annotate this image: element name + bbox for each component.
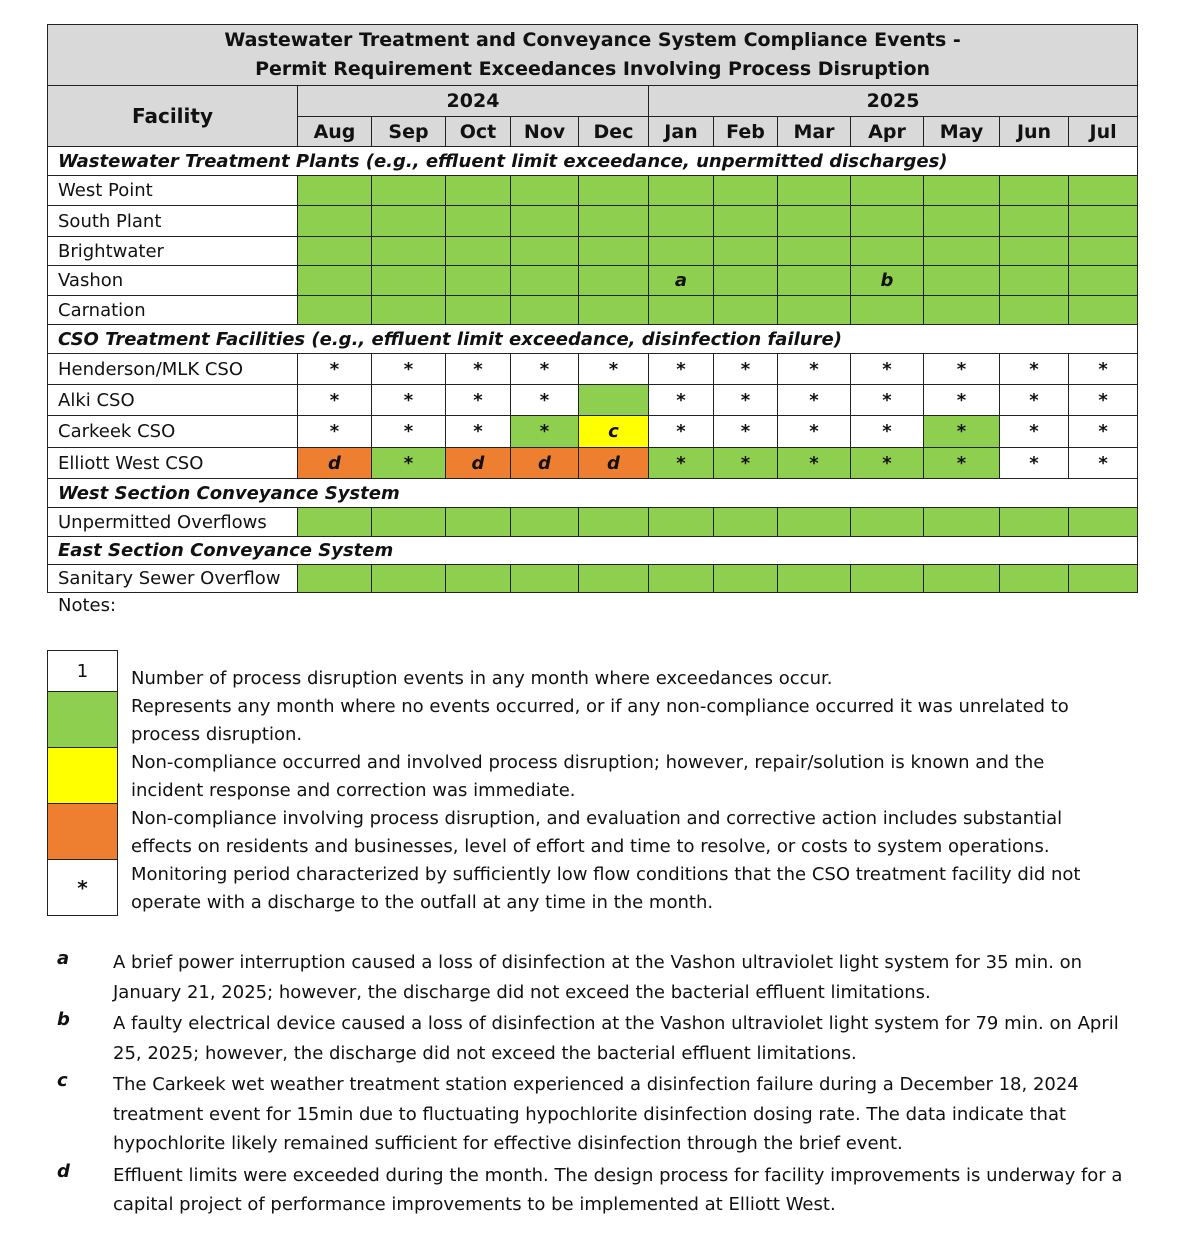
status-cell xyxy=(579,237,649,266)
month-header-apr: Apr xyxy=(851,117,924,147)
facility-name: West Point xyxy=(48,176,298,206)
status-cell xyxy=(579,448,649,479)
status-cell xyxy=(446,565,511,593)
facility-name: Brightwater xyxy=(48,237,298,266)
status-cell xyxy=(778,448,851,479)
status-cell xyxy=(851,296,924,325)
footnote-text: A faulty electrical device caused a loss of disinfection at the Vashon ultraviolet light system for 79 min. on April 25, 2025; however, the discharge did not exceed the bacterial effluent limitations. xyxy=(113,1013,1119,1064)
status-cell xyxy=(851,354,924,385)
status-cell xyxy=(1069,354,1138,385)
no-discharge-marker: * xyxy=(809,452,819,474)
status-cell xyxy=(298,206,372,237)
status-cell xyxy=(649,206,714,237)
year-header-2024: 2024 xyxy=(298,86,649,117)
facility-name: South Plant xyxy=(48,206,298,237)
status-cell xyxy=(649,354,714,385)
status-cell xyxy=(778,565,851,593)
status-cell xyxy=(372,176,446,206)
status-cell xyxy=(649,416,714,448)
facility-name: Unpermitted Overflows xyxy=(48,508,298,537)
status-cell xyxy=(511,206,579,237)
table-row xyxy=(48,354,1138,385)
footnote-marker: d xyxy=(328,452,341,474)
status-cell xyxy=(511,237,579,266)
table-row xyxy=(48,266,1138,296)
status-cell xyxy=(579,266,649,296)
status-cell xyxy=(1069,206,1138,237)
status-cell xyxy=(649,508,714,537)
status-cell xyxy=(1069,296,1138,325)
status-cell xyxy=(924,237,1000,266)
month-header-mar: Mar xyxy=(778,117,851,147)
no-discharge-marker: * xyxy=(1098,358,1108,380)
status-cell xyxy=(1000,296,1069,325)
footnote xyxy=(57,1161,1127,1220)
status-cell xyxy=(649,565,714,593)
no-discharge-marker: * xyxy=(1029,421,1039,442)
table-title-line2: Permit Requirement Exceedances Involving Process Disruption xyxy=(255,58,931,80)
status-cell xyxy=(714,385,778,416)
no-discharge-marker: * xyxy=(956,358,967,380)
no-discharge-marker: * xyxy=(329,358,340,380)
status-cell xyxy=(924,448,1000,479)
no-discharge-marker: * xyxy=(539,421,550,442)
status-cell xyxy=(446,266,511,296)
status-cell xyxy=(851,266,924,296)
legend-swatch-label: * xyxy=(77,876,88,900)
facility-name: Henderson/MLK CSO xyxy=(48,354,298,385)
status-cell xyxy=(446,416,511,448)
status-cell xyxy=(1000,448,1069,479)
status-cell xyxy=(446,508,511,537)
status-cell xyxy=(778,237,851,266)
status-cell xyxy=(1000,565,1069,593)
no-discharge-marker: * xyxy=(956,389,967,411)
status-cell xyxy=(714,565,778,593)
footnote-marker: d xyxy=(538,452,551,474)
status-cell xyxy=(714,448,778,479)
status-cell xyxy=(579,565,649,593)
status-cell xyxy=(1000,354,1069,385)
no-discharge-marker: * xyxy=(809,389,819,411)
no-discharge-marker: * xyxy=(403,421,414,442)
table-row xyxy=(48,385,1138,416)
legend-swatch xyxy=(47,804,118,860)
no-discharge-marker: * xyxy=(740,389,751,411)
footnote xyxy=(57,948,1127,1007)
status-cell xyxy=(446,206,511,237)
status-cell xyxy=(924,296,1000,325)
no-discharge-marker: * xyxy=(329,389,340,411)
no-discharge-marker: * xyxy=(403,389,414,411)
status-cell xyxy=(372,354,446,385)
status-cell xyxy=(778,508,851,537)
facility-name: Elliott West CSO xyxy=(48,448,298,479)
status-cell xyxy=(714,237,778,266)
status-cell xyxy=(1000,237,1069,266)
month-header-jan: Jan xyxy=(649,117,714,147)
footnote-key: d xyxy=(57,1160,70,1182)
facility-name: Carkeek CSO xyxy=(48,416,298,448)
status-cell xyxy=(511,354,579,385)
status-cell xyxy=(714,176,778,206)
footnote-marker: a xyxy=(674,270,688,291)
section-title: Wastewater Treatment Plants (e.g., effluent limit exceedance, unpermitted discharges) xyxy=(48,147,1138,176)
no-discharge-marker: * xyxy=(740,358,751,380)
status-cell xyxy=(778,206,851,237)
status-cell xyxy=(1000,176,1069,206)
status-cell xyxy=(372,508,446,537)
legend-description: Non-compliance occurred and involved process disruption; however, repair/solution is known and the incident response and correction was immediate. xyxy=(131,752,1045,801)
no-discharge-marker: * xyxy=(539,358,550,380)
compliance-table xyxy=(47,24,1138,593)
status-cell xyxy=(511,416,579,448)
table-row xyxy=(48,565,1138,593)
no-discharge-marker: * xyxy=(1098,421,1108,442)
no-discharge-marker: * xyxy=(882,389,892,411)
no-discharge-marker: * xyxy=(473,421,483,442)
footnote-marker: d xyxy=(607,452,620,474)
status-cell xyxy=(1000,206,1069,237)
status-cell xyxy=(446,176,511,206)
no-discharge-marker: * xyxy=(1098,452,1108,474)
no-discharge-marker: * xyxy=(676,421,686,442)
table-row xyxy=(48,508,1138,537)
status-cell xyxy=(372,385,446,416)
facility-name: Alki CSO xyxy=(48,385,298,416)
status-cell xyxy=(924,206,1000,237)
status-cell xyxy=(298,416,372,448)
year-header-2025: 2025 xyxy=(649,86,1138,117)
footnote-text: The Carkeek wet weather treatment station experienced a disinfection failure during a December 18, 2024 treatment event for 15min due to fluctuating hypochlorite disinfection dosing rate. The data indicate that hypochlorite likely remained sufficient for effective disinfection through the brief event. xyxy=(113,1074,1079,1154)
status-cell xyxy=(778,266,851,296)
status-cell xyxy=(511,176,579,206)
status-cell xyxy=(298,176,372,206)
status-cell xyxy=(649,296,714,325)
status-cell xyxy=(851,565,924,593)
month-header-may: May xyxy=(924,117,1000,147)
status-cell xyxy=(778,385,851,416)
footnote-key: c xyxy=(57,1070,68,1091)
legend-swatch xyxy=(47,650,118,692)
no-discharge-marker: * xyxy=(329,421,340,442)
no-discharge-marker: * xyxy=(740,421,751,442)
no-discharge-marker: * xyxy=(809,358,819,380)
no-discharge-marker: * xyxy=(740,452,751,474)
no-discharge-marker: * xyxy=(1098,389,1108,411)
status-cell xyxy=(298,296,372,325)
no-discharge-marker: * xyxy=(1029,358,1039,380)
status-cell xyxy=(579,176,649,206)
status-cell xyxy=(924,508,1000,537)
status-cell xyxy=(372,565,446,593)
section-title: East Section Conveyance System xyxy=(48,537,1138,565)
status-cell xyxy=(714,266,778,296)
status-cell xyxy=(1000,385,1069,416)
status-cell xyxy=(1069,448,1138,479)
status-cell xyxy=(1069,508,1138,537)
legend-description: Number of process disruption events in any month where exceedances occur. xyxy=(131,668,833,689)
status-cell xyxy=(851,237,924,266)
status-cell xyxy=(511,565,579,593)
status-cell xyxy=(446,385,511,416)
table-row xyxy=(48,416,1138,448)
facility-name: Sanitary Sewer Overflow xyxy=(48,565,298,593)
status-cell xyxy=(372,296,446,325)
table-title-line1: Wastewater Treatment and Conveyance System Compliance Events - xyxy=(224,29,961,51)
no-discharge-marker: * xyxy=(608,358,619,380)
table-row xyxy=(48,448,1138,479)
facility-header: Facility xyxy=(48,86,298,147)
month-header-oct: Oct xyxy=(446,117,511,147)
status-cell xyxy=(511,296,579,325)
table-row xyxy=(48,206,1138,237)
status-cell xyxy=(778,296,851,325)
status-cell xyxy=(714,296,778,325)
footnote-marker: b xyxy=(880,270,894,291)
no-discharge-marker: * xyxy=(403,452,414,474)
status-cell xyxy=(298,237,372,266)
status-cell xyxy=(579,508,649,537)
no-discharge-marker: * xyxy=(956,452,967,474)
status-cell xyxy=(1069,565,1138,593)
month-header-nov: Nov xyxy=(511,117,579,147)
status-cell xyxy=(924,354,1000,385)
table-title xyxy=(48,25,1138,86)
status-cell xyxy=(298,448,372,479)
footnote-marker: c xyxy=(608,421,619,442)
month-header-dec: Dec xyxy=(579,117,649,147)
footnotes xyxy=(57,948,1127,1222)
footnote-key: b xyxy=(57,1009,70,1030)
status-cell xyxy=(649,385,714,416)
status-cell xyxy=(924,565,1000,593)
status-cell xyxy=(446,448,511,479)
footnote-text: A brief power interruption caused a loss of disinfection at the Vashon ultraviolet light system for 35 min. on January 21, 2025; however, the discharge did not exceed the bacterial effluent limitations. xyxy=(113,952,1083,1003)
status-cell xyxy=(1069,385,1138,416)
status-cell xyxy=(372,416,446,448)
status-cell xyxy=(714,206,778,237)
status-cell xyxy=(579,354,649,385)
status-cell xyxy=(372,448,446,479)
table-row xyxy=(48,176,1138,206)
status-cell xyxy=(511,508,579,537)
status-cell xyxy=(1069,176,1138,206)
legend-swatch xyxy=(47,692,118,748)
footnote-text: Effluent limits were exceeded during the month. The design process for facility improvements is underway for a capital project of performance improvements to be implemented at Elliott West. xyxy=(113,1164,1123,1215)
status-cell xyxy=(298,385,372,416)
status-cell xyxy=(851,416,924,448)
month-header-jul: Jul xyxy=(1069,117,1138,147)
notes-label: Notes: xyxy=(58,595,117,616)
month-header-aug: Aug xyxy=(298,117,372,147)
legend-description: Monitoring period characterized by sufficiently low flow conditions that the CSO treatment facility did not operate with a discharge to the outfall at any time in the month. xyxy=(131,864,1081,913)
status-cell xyxy=(924,416,1000,448)
status-cell xyxy=(714,416,778,448)
month-header-feb: Feb xyxy=(714,117,778,147)
no-discharge-marker: * xyxy=(676,389,686,411)
no-discharge-marker: * xyxy=(1029,452,1039,474)
no-discharge-marker: * xyxy=(882,358,892,380)
status-cell xyxy=(298,508,372,537)
footnote-key: a xyxy=(57,948,70,969)
no-discharge-marker: * xyxy=(882,452,892,474)
legend-swatch xyxy=(47,748,118,804)
footnote xyxy=(57,1070,1127,1159)
status-cell xyxy=(579,385,649,416)
status-cell xyxy=(372,266,446,296)
status-cell xyxy=(649,176,714,206)
status-cell xyxy=(778,354,851,385)
no-discharge-marker: * xyxy=(676,358,686,380)
no-discharge-marker: * xyxy=(956,421,967,442)
status-cell xyxy=(851,385,924,416)
no-discharge-marker: * xyxy=(809,421,819,442)
status-cell xyxy=(446,237,511,266)
status-cell xyxy=(1069,266,1138,296)
status-cell xyxy=(298,354,372,385)
no-discharge-marker: * xyxy=(1029,389,1039,411)
legend-description: Non-compliance involving process disruption, and evaluation and corrective action includes substantial effects on residents and businesses, level of effort and time to resolve, or costs to system operations. xyxy=(131,808,1063,857)
status-cell xyxy=(778,416,851,448)
status-cell xyxy=(1000,266,1069,296)
status-cell xyxy=(851,448,924,479)
status-cell xyxy=(298,565,372,593)
section-title: CSO Treatment Facilities (e.g., effluent limit exceedance, disinfection failure) xyxy=(48,325,1138,354)
status-cell xyxy=(851,206,924,237)
footnote-marker: d xyxy=(471,452,485,474)
legend-swatch-label: 1 xyxy=(76,661,89,682)
status-cell xyxy=(924,176,1000,206)
facility-name: Carnation xyxy=(48,296,298,325)
status-cell xyxy=(446,296,511,325)
status-cell xyxy=(446,354,511,385)
status-cell xyxy=(372,237,446,266)
status-cell xyxy=(851,508,924,537)
no-discharge-marker: * xyxy=(403,358,414,380)
table-row xyxy=(48,237,1138,266)
status-cell xyxy=(851,176,924,206)
status-cell xyxy=(714,354,778,385)
status-cell xyxy=(298,266,372,296)
table-row xyxy=(48,296,1138,325)
status-cell xyxy=(511,385,579,416)
status-cell xyxy=(511,448,579,479)
no-discharge-marker: * xyxy=(473,389,483,411)
month-header-jun: Jun xyxy=(1000,117,1069,147)
legend-description: Represents any month where no events occurred, or if any non-compliance occurred it was unrelated to process disruption. xyxy=(131,696,1069,745)
status-cell xyxy=(714,508,778,537)
status-cell xyxy=(1069,237,1138,266)
section-title: West Section Conveyance System xyxy=(48,479,1138,508)
status-cell xyxy=(649,266,714,296)
status-cell xyxy=(579,296,649,325)
no-discharge-marker: * xyxy=(539,389,550,411)
no-discharge-marker: * xyxy=(882,421,892,442)
status-cell xyxy=(649,237,714,266)
status-cell xyxy=(511,266,579,296)
status-cell xyxy=(649,448,714,479)
footnote xyxy=(57,1009,1127,1068)
status-cell xyxy=(579,206,649,237)
status-cell xyxy=(579,416,649,448)
status-cell xyxy=(924,266,1000,296)
status-cell xyxy=(372,206,446,237)
status-cell xyxy=(1000,416,1069,448)
status-cell xyxy=(1000,508,1069,537)
status-cell xyxy=(778,176,851,206)
facility-name: Vashon xyxy=(48,266,298,296)
month-header-sep: Sep xyxy=(372,117,446,147)
status-cell xyxy=(924,385,1000,416)
no-discharge-marker: * xyxy=(676,452,686,474)
legend-swatch xyxy=(47,860,118,916)
no-discharge-marker: * xyxy=(473,358,483,380)
status-cell xyxy=(1069,416,1138,448)
